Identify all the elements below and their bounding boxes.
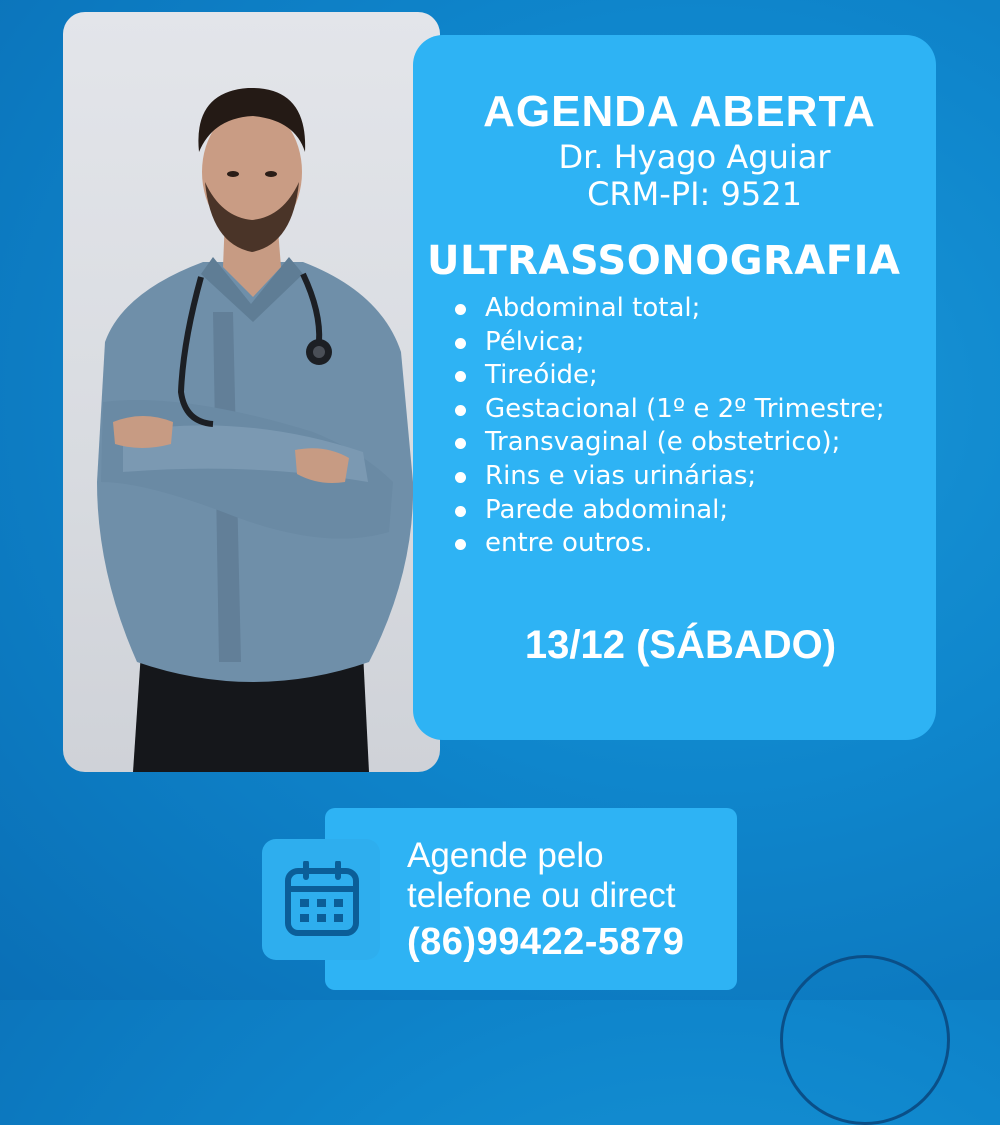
doctor-photo xyxy=(63,12,440,772)
bullet-icon xyxy=(455,506,466,517)
services-list xyxy=(453,292,885,561)
specialty-title: ULTRASSONOGRAFIA xyxy=(427,238,901,284)
bullet-icon xyxy=(455,371,466,382)
doctor-crm: CRM-PI: 9521 xyxy=(587,175,802,213)
doctor-name: Dr. Hyago Aguiar xyxy=(558,138,831,176)
list-item: Tireóide; xyxy=(453,359,885,393)
list-item: Transvaginal (e obstetrico); xyxy=(453,426,885,460)
contact-line-1: Agende pelo xyxy=(407,836,604,875)
phone-number[interactable]: (86)99422-5879 xyxy=(407,921,685,963)
bullet-icon xyxy=(455,405,466,416)
calendar-tile xyxy=(262,839,380,960)
headline: AGENDA ABERTA xyxy=(483,87,876,136)
list-item: Pélvica; xyxy=(453,326,885,360)
list-item: entre outros. xyxy=(453,527,885,561)
doctor-figure xyxy=(63,12,440,772)
bullet-icon xyxy=(455,338,466,349)
calendar-icon xyxy=(284,861,360,937)
bullet-icon xyxy=(455,438,466,449)
contact-card xyxy=(325,808,737,990)
appointment-info-card xyxy=(413,35,936,740)
bullet-icon xyxy=(455,304,466,315)
list-item: Abdominal total; xyxy=(453,292,885,326)
list-item: Parede abdominal; xyxy=(453,494,885,528)
list-item: Rins e vias urinárias; xyxy=(453,460,885,494)
appointment-date: 13/12 (SÁBADO) xyxy=(524,623,837,667)
bullet-icon xyxy=(455,539,466,550)
bullet-icon xyxy=(455,472,466,483)
decorative-arc xyxy=(780,955,950,1125)
list-item: Gestacional (1º e 2º Trimestre; xyxy=(453,393,885,427)
contact-line-2: telefone ou direct xyxy=(407,876,676,915)
